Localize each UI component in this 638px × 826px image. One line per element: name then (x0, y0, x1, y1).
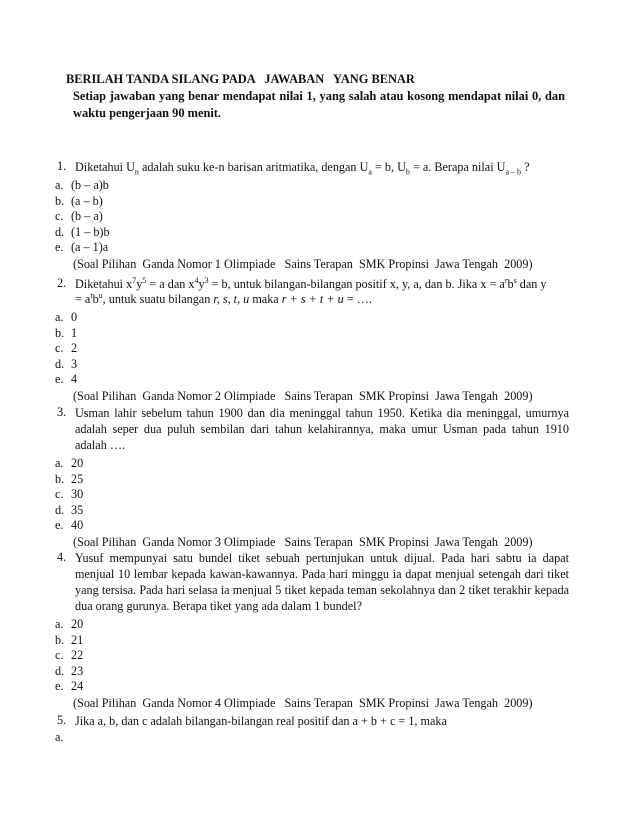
option-b[interactable] (55, 633, 569, 649)
option-text: 2 (71, 341, 78, 355)
text-part: maka (249, 292, 282, 306)
option-text: (1 – b)b (71, 224, 110, 239)
option-letter: e. (55, 679, 64, 693)
question-stem (57, 276, 569, 292)
text-part: = b, U (371, 160, 406, 174)
question-number: 4. (57, 550, 67, 564)
option-c[interactable] (55, 209, 569, 225)
option-d[interactable] (55, 503, 569, 519)
option-text: 3 (71, 356, 78, 371)
option-text: 30 (71, 487, 84, 501)
options-list (57, 310, 569, 388)
option-letter: c. (55, 487, 64, 501)
question-text (75, 276, 569, 292)
superscript: 5 (142, 275, 147, 285)
option-c[interactable] (55, 341, 569, 357)
question-4 (57, 550, 569, 711)
option-letter: a. (55, 617, 64, 631)
option-letter: e. (55, 240, 64, 254)
option-letter: a. (55, 730, 64, 744)
option-c[interactable] (55, 648, 569, 664)
text-part: b (507, 277, 514, 291)
text-part: b (92, 292, 99, 306)
option-a[interactable] (55, 310, 569, 326)
text-part: = a (75, 292, 91, 306)
options-list (57, 617, 569, 695)
subscript: a – b (505, 167, 522, 177)
question-text-continued (57, 292, 569, 307)
option-b[interactable] (55, 194, 569, 210)
option-d[interactable] (55, 357, 569, 373)
option-text: 22 (71, 648, 84, 662)
superscript: r (504, 275, 508, 285)
option-text: (b – a)b (71, 178, 109, 192)
option-letter: b. (55, 193, 65, 208)
question-number: 3. (57, 405, 67, 419)
option-letter: a. (55, 310, 64, 324)
question-stem (57, 159, 569, 175)
question-stem (57, 405, 569, 453)
option-letter: d. (55, 356, 65, 371)
subscript: b (405, 167, 410, 177)
option-text: 4 (71, 372, 78, 386)
question-2 (57, 276, 569, 404)
option-e[interactable] (55, 372, 569, 388)
option-letter: c. (55, 341, 64, 355)
option-d[interactable] (55, 225, 569, 241)
question-source: (Soal Pilihan Ganda Nomor 4 Olimpiade Sains Terapan SMK Propinsi Jawa Tengah 2009) (73, 695, 533, 710)
question-source: (Soal Pilihan Ganda Nomor 1 Olimpiade Sains Terapan SMK Propinsi Jawa Tengah 2009) (73, 256, 533, 271)
option-b[interactable] (55, 326, 569, 342)
question-5 (57, 713, 569, 746)
question-text: Usman lahir sebelum tahun 1900 dan dia meninggal tahun 1950. Ketika dia meninggal, umurnya adalah seper dua puluh sembilan dari tahun kelahirannya, maka umur Usman pada tahun 1910 adalah …. (75, 406, 569, 452)
text-part: , untuk suatu bilangan (102, 292, 214, 306)
question-text: Yusuf mempunyai satu bundel tiket sebuah pertunjukan untuk dijual. Pada hari sabtu ia dapat menjual 10 lembar kepada kawan-kawannya. Pada hari minggu ia dapat menjual setengah dari tiket yang tersisa. Pada hari selasa ia menjual 5 tiket kepada teman sekolahnya dan 2 tiket terakhir kepada dua orang gurunya. Berapa tiket yang ada dalam 1 bundel? (75, 551, 569, 613)
question-text (75, 159, 569, 175)
option-text: 24 (71, 679, 84, 693)
options-list (57, 456, 569, 534)
option-a[interactable] (55, 178, 569, 194)
option-letter: b. (55, 632, 65, 647)
subscript: n (134, 167, 139, 177)
question-text: Jika a, b, dan c adalah bilangan-bilangan real positif dan a + b + c = 1, maka (75, 714, 447, 728)
option-letter: e. (55, 518, 64, 532)
option-text: (b – a) (71, 209, 103, 223)
option-d[interactable] (55, 664, 569, 680)
question-stem (57, 550, 569, 614)
text-part: y (136, 277, 143, 291)
question-number: 2. (57, 276, 67, 290)
superscript: t (90, 290, 93, 300)
option-text: 35 (71, 502, 84, 517)
question-1 (57, 159, 569, 272)
option-e[interactable] (55, 240, 569, 256)
text-part: = a. Berapa nilai U (409, 160, 506, 174)
option-text: 20 (71, 617, 84, 631)
italic-expression: r + s + t + u (281, 292, 344, 306)
option-letter: d. (55, 663, 65, 678)
options-list (57, 178, 569, 256)
option-e[interactable] (55, 518, 569, 534)
text-part: = a dan x (146, 277, 195, 291)
option-text: 20 (71, 456, 84, 470)
option-text: 21 (71, 632, 84, 647)
option-text: 1 (71, 325, 78, 340)
option-a[interactable] (55, 617, 569, 633)
option-letter: d. (55, 502, 65, 517)
instructions-text: Setiap jawaban yang benar mendapat nilai 1, yang salah atau kosong mendapat nilai 0, dan waktu pengerjaan 90 menit. (73, 89, 565, 120)
text-part: = …. (343, 292, 372, 306)
italic-variables: r, s, t, u (213, 292, 250, 306)
option-text: 25 (71, 471, 84, 486)
superscript: 4 (194, 275, 199, 285)
option-text: (a – b) (71, 193, 103, 208)
option-b[interactable] (55, 472, 569, 488)
superscript: s (513, 275, 517, 285)
question-stem (57, 713, 569, 729)
superscript: u (98, 290, 103, 300)
option-letter: b. (55, 325, 65, 340)
text-part: y (198, 277, 205, 291)
option-letter: c. (55, 209, 64, 223)
option-letter: c. (55, 648, 64, 662)
question-source: (Soal Pilihan Ganda Nomor 2 Olimpiade Sains Terapan SMK Propinsi Jawa Tengah 2009) (73, 388, 533, 403)
superscript: 3 (204, 275, 209, 285)
option-a[interactable] (55, 730, 569, 746)
option-e[interactable] (55, 679, 569, 695)
option-text: 40 (71, 518, 84, 532)
option-text: (a – 1)a (71, 240, 109, 254)
option-text: 23 (71, 663, 84, 678)
text-part: dan y (516, 277, 547, 291)
question-3 (57, 405, 569, 550)
option-letter: d. (55, 224, 65, 239)
option-text: 0 (71, 310, 78, 324)
subscript: a (368, 167, 372, 177)
option-letter: a. (55, 456, 64, 470)
text-part: Diketahui x (75, 277, 133, 291)
superscript: 7 (132, 275, 137, 285)
option-a[interactable] (55, 456, 569, 472)
instructions-heading: BERILAH TANDA SILANG PADA JAWABAN YANG BENAR (66, 72, 415, 86)
option-letter: a. (55, 178, 64, 192)
option-letter: e. (55, 372, 64, 386)
question-number: 1. (57, 159, 67, 173)
text-part: = b, untuk bilangan-bilangan positif x, y, a, dan b. Jika x = a (208, 277, 505, 291)
text-part: adalah suku ke-n barisan aritmatika, dengan U (138, 160, 369, 174)
question-source: (Soal Pilihan Ganda Nomor 3 Olimpiade Sains Terapan SMK Propinsi Jawa Tengah 2009) (73, 534, 533, 549)
option-c[interactable] (55, 487, 569, 503)
question-number: 5. (57, 713, 67, 727)
text-part: Diketahui U (75, 160, 135, 174)
text-part: ? (521, 160, 530, 174)
options-list (57, 730, 569, 746)
option-letter: b. (55, 471, 65, 486)
